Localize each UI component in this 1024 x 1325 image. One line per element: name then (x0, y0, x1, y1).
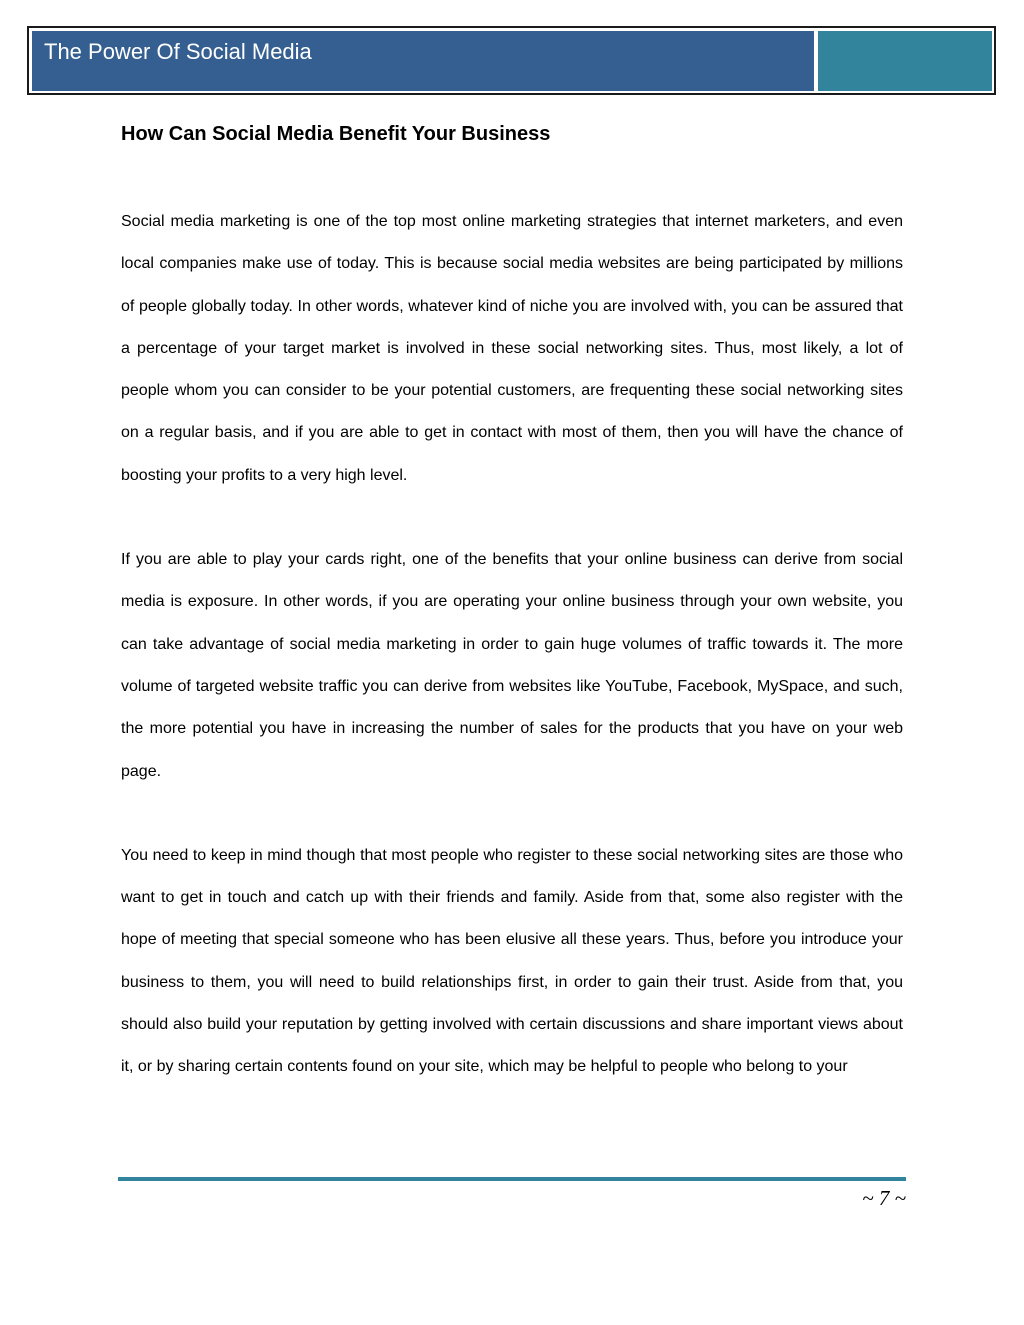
main-content (121, 120, 903, 1089)
paragraph: You need to keep in mind though that most people who register to these social networking sites are those who want to get in touch and catch up with their friends and family. Aside from that, some also register with the hope of meeting that special someone who has been elusive all these years. Thus, before you introduce your business to them, you will need to build relationships first, in order to gain their trust. Aside from that, you should also build your reputation by getting involved with certain discussions and share important views about it, or by sharing certain contents found on your site, which may be helpful to people who belong to your (121, 846, 903, 1076)
paragraph: If you are able to play your cards right, one of the benefits that your online business can derive from social media is exposure. In other words, if you are operating your online business through your own website, you can take advantage of social media marketing in order to gain huge volumes of traffic towards it. The more volume of targeted website traffic you can derive from websites like YouTube, Facebook, MySpace, and such, the more potential you have in increasing the number of sales for the products that you have on your web page. (121, 551, 903, 780)
footer-rule (118, 1177, 906, 1181)
document-title: The Power Of Social Media (44, 39, 312, 64)
paragraph: Social media marketing is one of the top most online marketing strategies that internet marketers, and even local companies make use of today. This is because social media websites are being participated by millions of people globally today. In other words, whatever kind of niche you are involved with, you can be assured that a percentage of your target market is involved in these social networking sites. Thus, most likely, a lot of people whom you can consider to be your potential customers, are frequenting these social networking sites on a regular basis, and if you are able to get in contact with most of them, then you will have the chance of boosting your profits to a very high level. (121, 213, 903, 484)
page-number: ~ 7 ~ (862, 1186, 906, 1210)
section-heading: How Can Social Media Benefit Your Business (121, 123, 551, 145)
